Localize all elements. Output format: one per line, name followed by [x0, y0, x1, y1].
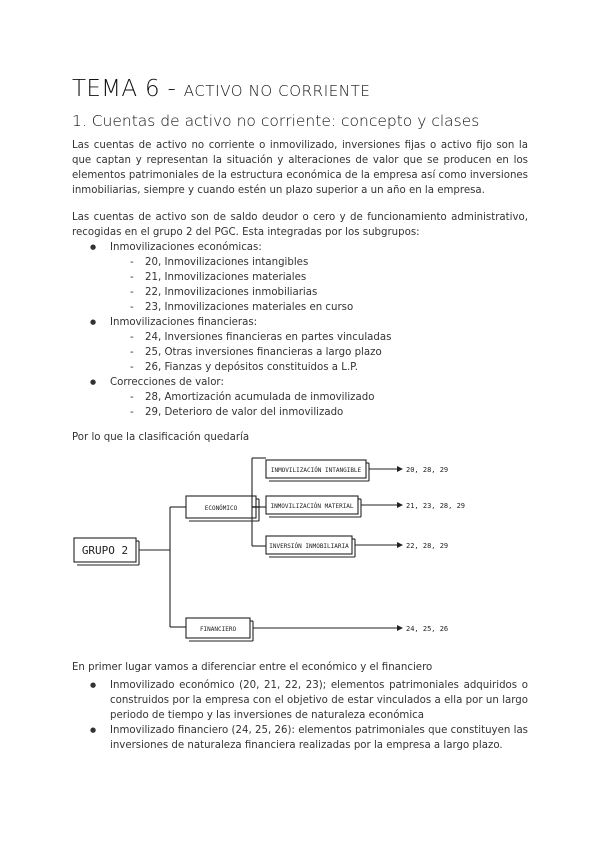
arrow-head — [397, 542, 403, 548]
codes-inmobiliaria: 22, 28, 29 — [406, 542, 449, 550]
list-item: - 22, Inmovilizaciones inmobiliarias — [130, 285, 391, 300]
title-sub: ACTIVO NO CORRIENTE — [183, 82, 371, 100]
arrow-head — [397, 466, 403, 472]
material-label: INMOVILIZACIÓN MATERIAL — [270, 503, 354, 510]
subgroups-list — [90, 240, 391, 420]
list-item: - 25, Otras inversiones financieras a largo plazo — [130, 345, 391, 360]
intangible-label: INMOVILIZACIÓN INTANGIBLE — [270, 467, 362, 474]
arrowheads — [397, 466, 403, 631]
title-main: TEMA 6 - — [72, 76, 177, 102]
classification-diagram — [70, 450, 470, 650]
subgroup-financieras: ● Inmovilizaciones financieras: — [90, 315, 391, 330]
arrow-head — [397, 625, 403, 631]
list-item: - 29, Deterioro de valor del inmovilizado — [130, 405, 391, 420]
list-item: - 20, Inmovilizaciones intangibles — [130, 255, 391, 270]
list-item-financiero: ● Inmovilizado financiero (24, 25, 26): elementos patrimoniales que constituyen las inversiones de naturaleza financiera realizadas por la empresa a largo plazo. — [90, 723, 528, 753]
list-item: - 26, Fianzas y depósitos constituidos a L.P. — [130, 360, 391, 375]
inmobiliaria-label: INVERSIÓN INMOBILIARIA — [269, 543, 349, 550]
list-item: - 23, Inmovilizaciones materiales en curso — [130, 300, 391, 315]
codes-material: 21, 23, 28, 29 — [406, 502, 466, 510]
root-label: GRUPO 2 — [81, 544, 129, 557]
page-title — [72, 76, 370, 102]
economico-label: ECONÓMICO — [204, 505, 238, 512]
codes-financiero: 24, 25, 26 — [406, 625, 449, 633]
list-item-economico: ● Inmovilizado económico (20, 21, 22, 23); elementos patrimoniales adquiridos o construidos por la empresa con el objetivo de estar vinculados a ella por un largo periodo de tiempo y las inversiones de naturaleza económica — [90, 678, 528, 723]
subgroup-correcciones: ● Correcciones de valor: — [90, 375, 391, 390]
financiero-label: FINANCIERO — [199, 626, 237, 633]
paragraph-accounts: Las cuentas de activo son de saldo deudor o cero y de funcionamiento administrativo, recogidas en el grupo 2 del PGC. Esta integradas por los subgrupos: — [72, 212, 528, 238]
paragraph-difference: En primer lugar vamos a diferenciar entre el económico y el financiero — [72, 662, 433, 673]
section-heading: 1. Cuentas de activo no corriente: concepto y clases — [72, 112, 480, 130]
paragraph-classification: Por lo que la clasificación quedaría — [72, 432, 250, 443]
differences-list — [90, 678, 528, 753]
paragraph-concept: Las cuentas de activo no corriente o inmovilizado, inversiones fijas o activo fijo son la que captan y representan la situación y alteraciones de valor que se producen en los elementos patrimoniales de la estructura económica de la empresa así como inversiones inmobiliarias, siempre y cuando estén un plazo superior a un año en la empresa. — [72, 140, 528, 196]
codes-intangible: 20, 28, 29 — [406, 466, 449, 474]
list-item: - 21, Inmovilizaciones materiales — [130, 270, 391, 285]
list-item: - 28, Amortización acumulada de inmovilizado — [130, 390, 391, 405]
list-item: - 24, Inversiones financieras en partes vinculadas — [130, 330, 391, 345]
arrow-head — [397, 502, 403, 508]
subgroup-economicas: ● Inmovilizaciones económicas: — [90, 240, 391, 255]
